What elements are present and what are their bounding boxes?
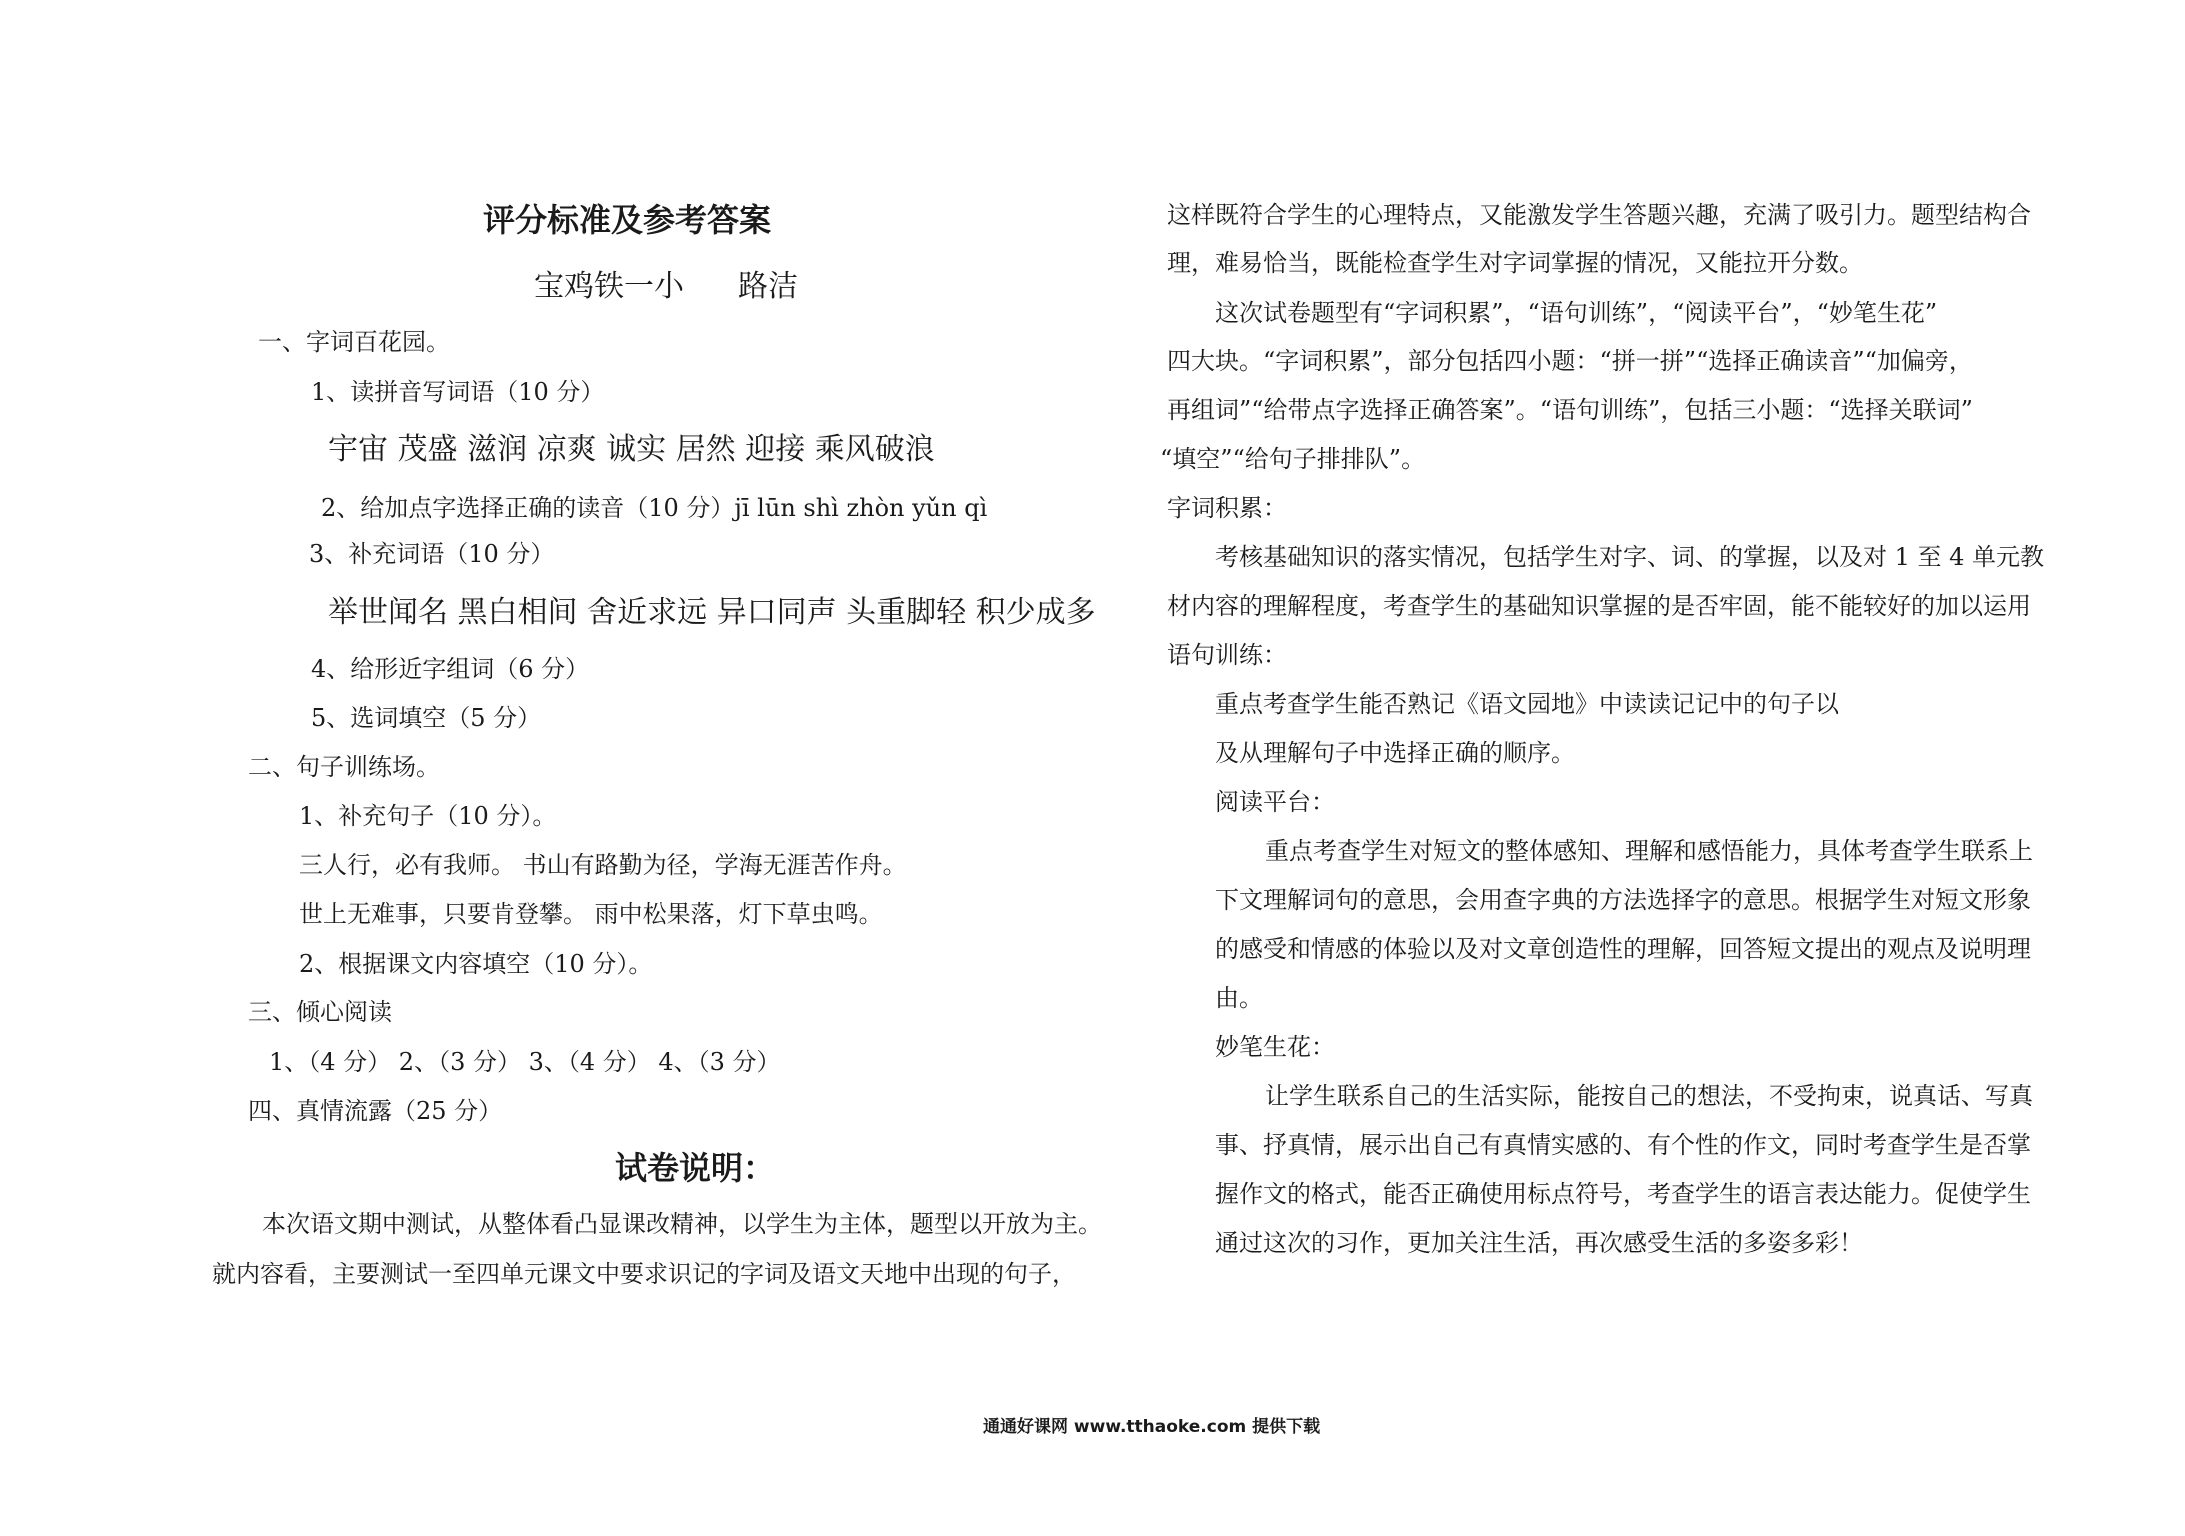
exam-notes-heading: 试卷说明： bbox=[615, 1149, 776, 1187]
footer-download-note: 通通好课网 www.tthaoke.com 提供下载 bbox=[983, 1417, 1321, 1437]
right-line-19: 让学生联系自己的生活实际，能按自己的想法，不受拘束，说真话、写真 bbox=[1265, 1082, 2033, 1110]
right-line-21: 握作文的格式，能否正确使用标点符号，考查学生的语言表达能力。促使学生 bbox=[1215, 1180, 2031, 1208]
label-word-accumulation: 字词积累： bbox=[1167, 494, 1287, 522]
answer-1-3: 举世闻名 黑白相间 舍近求远 异口同声 头重脚轻 积少成多 bbox=[328, 595, 1096, 630]
label-writing: 妙笔生花： bbox=[1215, 1033, 1335, 1061]
answer-2-1a: 三人行，必有我师。 书山有路勤为径，学海无涯苦作舟。 bbox=[299, 851, 907, 879]
right-line-11: 重点考查学生能否熟记《语文园地》中读读记记中的句子以 bbox=[1215, 690, 1839, 718]
answer-3: 1、（4 分） 2、（3 分） 3、（4 分） 4、（3 分） bbox=[269, 1048, 781, 1076]
answer-1-1: 宇宙 茂盛 滋润 凉爽 诚实 居然 迎接 乘风破浪 bbox=[328, 432, 935, 467]
question-1-3: 3、补充词语（10 分） bbox=[309, 540, 555, 568]
right-line-6: “填空”“给句子排排队”。 bbox=[1160, 445, 1426, 473]
answer-2-1b: 世上无难事，只要肯登攀。 雨中松果落，灯下草虫鸣。 bbox=[299, 900, 883, 928]
question-2-1: 1、补充句子（10 分）。 bbox=[299, 802, 557, 830]
question-1-1: 1、读拼音写词语（10 分） bbox=[311, 378, 605, 406]
right-line-15: 下文理解词句的意思，会用查字典的方法选择字的意思。根据学生对短文形象 bbox=[1215, 886, 2031, 914]
question-1-4: 4、给形近字组词（6 分） bbox=[311, 655, 590, 683]
section-2-heading: 二、句子训练场。 bbox=[248, 753, 440, 781]
right-line-1: 这样既符合学生的心理特点，又能激发学生答题兴趣，充满了吸引力。题型结构合 bbox=[1167, 201, 2031, 229]
right-line-20: 事、抒真情，展示出自己有真情实感的、有个性的作文，同时考查学生是否掌 bbox=[1215, 1131, 2031, 1159]
question-2-2: 2、根据课文内容填空（10 分）。 bbox=[299, 950, 653, 978]
right-line-4: 四大块。“字词积累”，部分包括四小题：“拼一拼”“选择正确读音”“加偏旁， bbox=[1167, 347, 1973, 375]
question-1-5: 5、选词填空（5 分） bbox=[311, 704, 542, 732]
page-title: 评分标准及参考答案 bbox=[483, 201, 772, 239]
right-line-2: 理，难易恰当，既能检查学生对字词掌握的情况，又能拉开分数。 bbox=[1167, 249, 1863, 277]
author-name: 路洁 bbox=[738, 269, 798, 304]
right-line-16: 的感受和情感的体验以及对文章创造性的理解，回答短文提出的观点及说明理 bbox=[1215, 935, 2031, 963]
section-4-heading: 四、真情流露（25 分） bbox=[248, 1097, 503, 1125]
notes-paragraph-line-2: 就内容看，主要测试一至四单元课文中要求识记的字词及语文天地中出现的句子， bbox=[212, 1260, 1076, 1288]
section-1-heading: 一、字词百花园。 bbox=[258, 328, 450, 356]
right-line-12: 及从理解句子中选择正确的顺序。 bbox=[1215, 739, 1575, 767]
school-name: 宝鸡铁一小 bbox=[534, 269, 684, 304]
right-line-22: 通过这次的习作，更加关注生活，再次感受生活的多姿多彩！ bbox=[1215, 1229, 1863, 1257]
section-3-heading: 三、倾心阅读 bbox=[248, 998, 392, 1026]
question-1-2: 2、给加点字选择正确的读音（10 分）jī lūn shì zhòn yǔn qì bbox=[321, 494, 988, 522]
notes-paragraph-line-1: 本次语文期中测试，从整体看凸显课改精神，以学生为主体，题型以开放为主。 bbox=[262, 1210, 1102, 1238]
right-line-17: 由。 bbox=[1215, 984, 1263, 1012]
label-reading-platform: 阅读平台： bbox=[1215, 788, 1335, 816]
right-line-9: 材内容的理解程度，考查学生的基础知识掌握的是否牢固，能不能较好的加以运用 bbox=[1167, 592, 2031, 620]
label-sentence-training: 语句训练： bbox=[1167, 641, 1287, 669]
right-line-8: 考核基础知识的落实情况，包括学生对字、词、的掌握，以及对 1 至 4 单元教 bbox=[1215, 543, 2045, 571]
right-line-5: 再组词”“给带点字选择正确答案”。“语句训练”，包括三小题：“选择关联词” bbox=[1167, 396, 1973, 424]
right-line-3: 这次试卷题型有“字词积累”，“语句训练”，“阅读平台”，“妙笔生花” bbox=[1215, 299, 1938, 327]
right-line-14: 重点考查学生对短文的整体感知、理解和感悟能力，具体考查学生联系上 bbox=[1265, 837, 2033, 865]
